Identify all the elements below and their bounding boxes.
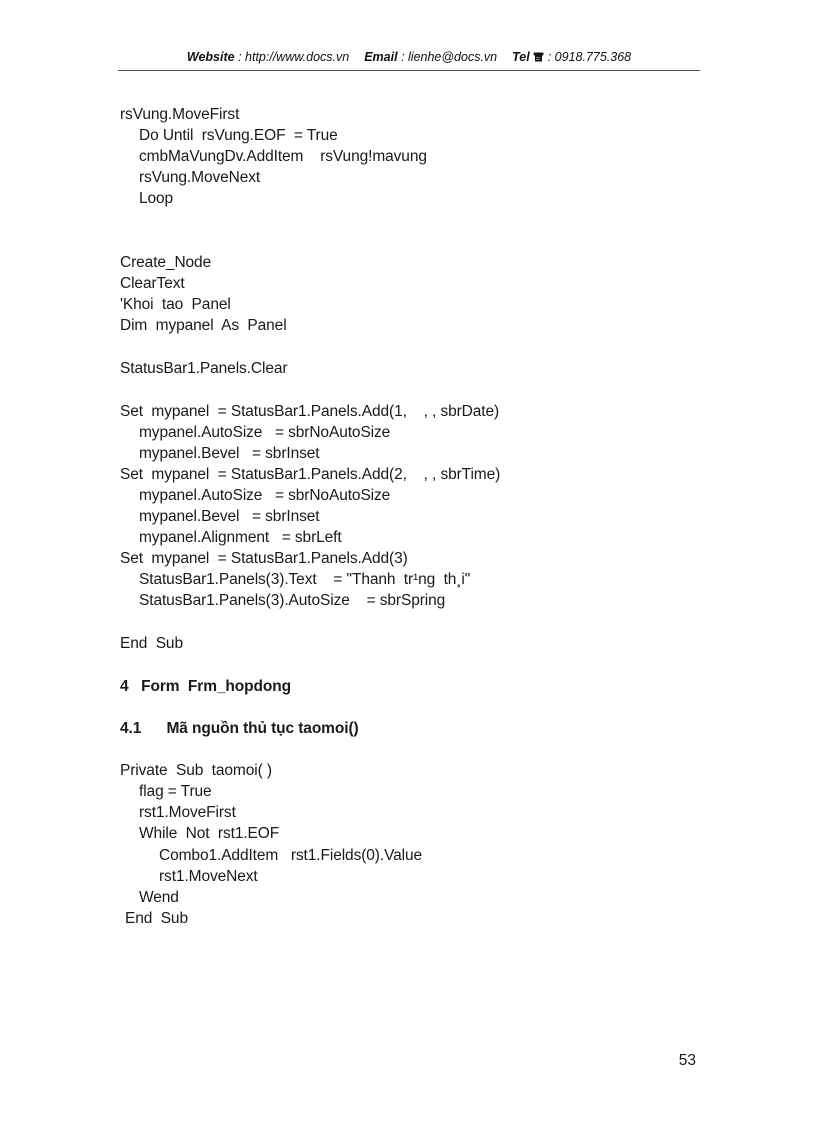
code-line: rsVung.MoveFirst bbox=[120, 106, 240, 123]
code-line: mypanel.Bevel = sbrInset bbox=[139, 508, 320, 525]
website-url[interactable]: : http://www.docs.vn bbox=[238, 50, 350, 64]
code-line: rsVung.MoveNext bbox=[139, 169, 261, 186]
code-line: While Not rst1.EOF bbox=[139, 825, 280, 842]
code-line: Set mypanel = StatusBar1.Panels.Add(1, , , sbrDate) bbox=[120, 403, 500, 420]
code-line: Wend bbox=[139, 889, 179, 906]
subsection-heading: 4.1 Mã nguồn thủ tục taomoi() bbox=[120, 720, 359, 737]
code-line: Private Sub taomoi( ) bbox=[120, 762, 272, 779]
code-line: ClearText bbox=[120, 275, 185, 292]
code-line: rst1.MoveFirst bbox=[139, 804, 236, 821]
phone-icon bbox=[533, 52, 544, 62]
header-divider bbox=[118, 70, 700, 71]
code-line: mypanel.AutoSize = sbrNoAutoSize bbox=[139, 487, 391, 504]
code-line: flag = True bbox=[139, 783, 212, 800]
code-line: 'Khoi tao Panel bbox=[120, 296, 231, 313]
code-line: Loop bbox=[139, 190, 174, 207]
code-line: cmbMaVungDv.AddItem rsVung!mavung bbox=[139, 148, 427, 165]
section-heading: 4 Form Frm_hopdong bbox=[120, 678, 291, 695]
code-line: StatusBar1.Panels(3).Text = "Thanh tr¹ng th¸i" bbox=[139, 571, 471, 588]
code-line: mypanel.Alignment = sbrLeft bbox=[139, 529, 342, 546]
code-line: Set mypanel = StatusBar1.Panels.Add(2, , , sbrTime) bbox=[120, 466, 501, 483]
code-line: StatusBar1.Panels.Clear bbox=[120, 360, 288, 377]
code-line: Set mypanel = StatusBar1.Panels.Add(3) bbox=[120, 550, 408, 567]
website-label: Website bbox=[186, 50, 235, 64]
email-value[interactable]: : lienhe@docs.vn bbox=[401, 50, 498, 64]
code-line: Combo1.AddItem rst1.Fields(0).Value bbox=[159, 847, 423, 864]
page-header bbox=[118, 50, 700, 64]
code-line: Create_Node bbox=[120, 254, 212, 271]
code-line: rst1.MoveNext bbox=[159, 868, 258, 885]
tel-label: Tel bbox=[512, 50, 530, 64]
code-line: StatusBar1.Panels(3).AutoSize = sbrSpring bbox=[139, 592, 446, 609]
page-number: 53 bbox=[678, 1052, 696, 1069]
code-line: Dim mypanel As Panel bbox=[120, 317, 287, 334]
tel-value: : 0918.775.368 bbox=[547, 50, 632, 64]
code-line: Do Until rsVung.EOF = True bbox=[139, 127, 338, 144]
code-line: End Sub bbox=[120, 635, 183, 652]
code-line: mypanel.AutoSize = sbrNoAutoSize bbox=[139, 424, 391, 441]
code-line: mypanel.Bevel = sbrInset bbox=[139, 445, 320, 462]
code-line: End Sub bbox=[125, 910, 188, 927]
email-label: Email bbox=[364, 50, 398, 64]
